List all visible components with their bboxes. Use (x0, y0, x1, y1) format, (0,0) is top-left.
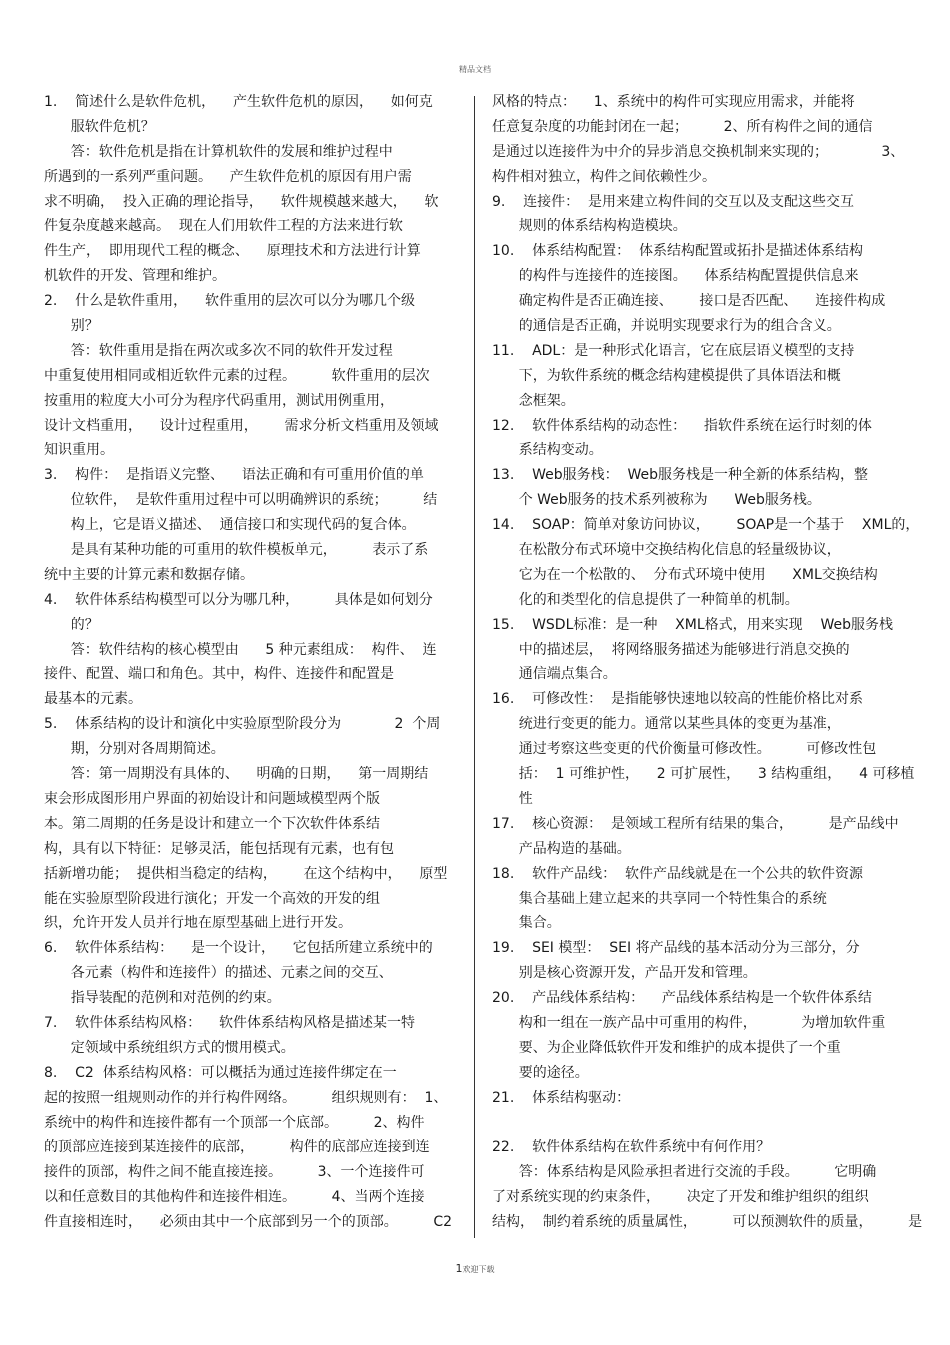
text-line: 5. 体系结构的设计和演化中实验原型阶段分为 2 个周 (44, 716, 441, 733)
text-line: 构上，它是语义描述、 通信接口和实现代码的复合体。 (44, 517, 416, 534)
text-line: 以和任意数目的其他构件和连接件相连。 4、当两个连接 (44, 1189, 425, 1206)
text-line: 集合基础上建立起来的共享同一个特性集合的系统 (492, 890, 827, 907)
text-line: 求不明确， 投入正确的理论指导， 软件规模越来越大， 软 (44, 193, 439, 210)
text-line: 期，分别对各周期简述。 (44, 741, 225, 758)
text-line: 念框架。 (492, 392, 575, 409)
text-line: 它为在一个松散的、 分布式环境中使用 XML交换结构 (492, 566, 878, 583)
text-line: 知识重用。 (44, 442, 114, 459)
text-line: 确定构件是否正确连接、 接口是否匹配、 连接件构成 (492, 293, 886, 310)
text-line: 是具有某种功能的可重用的软件模板单元， 表示了系 (44, 542, 429, 559)
text-line: 16. 可修改性： 是指能够快速地以较高的性能价格比对系 (492, 691, 863, 708)
text-line: 接件、配置、端口和角色。其中，构件、连接件和配置是 (44, 666, 394, 683)
footer-label: 欢迎下载 (462, 1265, 495, 1274)
text-line: 4. 软件体系结构模型可以分为哪几种， 具体是如何划分 (44, 591, 433, 608)
text-line: 位软件， 是软件重用过程中可以明确辨识的系统； 结 (44, 492, 438, 509)
text-line: 机软件的开发、管理和维护。 (44, 268, 226, 285)
text-line: 答：软件危机是指在计算机软件的发展和维护过程中 (44, 143, 393, 160)
text-line: 括： 1 可维护性， 2 可扩展性， 3 结构重组， 4 可移植 (492, 766, 915, 783)
left-column (44, 90, 462, 1235)
text-line: 个 Web服务的技术系列被称为 Web服务栈。 (492, 492, 821, 509)
text-line: 接件的顶部，构件之间不能直接连接。 3、一个连接件可 (44, 1164, 425, 1181)
text-line: 的？ (44, 616, 99, 633)
text-line: 中重复使用相同或相近软件元素的过程。 软件重用的层次 (44, 367, 430, 384)
text-line: 通过考察这些变更的代价衡量可修改性。 可修改性包 (492, 741, 877, 758)
text-line: 答：软件结构的核心模型由 5 种元素组成： 构件、 连 (44, 641, 437, 658)
text-line: 别是核心资源开发，产品开发和管理。 (492, 965, 757, 982)
text-line: 2. 什么是软件重用， 软件重用的层次可以分为哪几个级 (44, 293, 415, 310)
text-line: 答：第一周期没有具体的、 明确的日期， 第一周期结 (44, 766, 429, 783)
text-line: 7. 软件体系结构风格： 软件体系结构风格是描述某一特 (44, 1014, 415, 1031)
right-column (492, 90, 923, 1235)
text-line: 中的描述层， 将网络服务描述为能够进行消息交换的 (492, 641, 850, 658)
text-line: 规则的体系结构构造模块。 (492, 218, 687, 235)
column-divider (474, 96, 475, 1238)
text-line: 所遇到的一系列严重问题。 产生软件危机的原因有用户需 (44, 168, 412, 185)
page-number: 1 (455, 1262, 463, 1275)
text-line: 能在实验原型阶段进行演化；开发一个高效的开发的组 (44, 890, 380, 907)
text-line: 括新增功能； 提供相当稳定的结构， 在这个结构中， 原型 (44, 865, 448, 882)
text-line: 20. 产品线体系结构： 产品线体系结构是一个软件体系结 (492, 990, 872, 1007)
text-line: 下，为软件系统的概念结构建模提供了具体语法和概 (492, 367, 841, 384)
text-line: 6. 软件体系结构： 是一个设计， 它包括所建立系统中的 (44, 940, 433, 957)
text-line: 21. 体系结构驱动： (492, 1089, 631, 1106)
text-line: 13. Web服务栈： Web服务栈是一种全新的体系结构，整 (492, 467, 869, 484)
text-line: 统进行变更的能力。通常以某些具体的变更为基准， (492, 716, 841, 733)
text-line: 织，允许开发人员并行地在原型基础上进行开发。 (44, 915, 352, 932)
text-line: 要的途径。 (492, 1064, 589, 1081)
text-line: 本。第二周期的任务是设计和建立一个下次软件体系结 (44, 815, 380, 832)
text-line: 产品构造的基础。 (492, 840, 631, 857)
text-line: 服软件危机？ (44, 118, 155, 135)
text-line: 件直接相连时， 必须由其中一个底部到另一个的顶部。 C2 (44, 1214, 453, 1231)
text-line: 按重用的粒度大小可分为程序代码重用，测试用例重用， (44, 392, 394, 409)
text-line: 系统中的构件和连接件都有一个顶部一个底部。 2、构件 (44, 1114, 425, 1131)
text-line: 答：体系结构是风险承担者进行交流的手段。 它明确 (492, 1164, 877, 1181)
text-line: 11. ADL：是一种形式化语言，它在底层语义模型的支持 (492, 342, 855, 359)
text-line: 通信端点集合。 (492, 666, 617, 683)
text-line: 构件相对独立，构件之间依赖性少。 (492, 168, 716, 185)
text-line (492, 1111, 908, 1136)
text-line: 系结构变动。 (492, 442, 603, 459)
text-line: 化的和类型化的信息提供了一种简单的机制。 (492, 591, 799, 608)
text-line: 的通信是否正确，并说明实现要求行为的组合含义。 (492, 318, 841, 335)
text-line: 的顶部应连接到某连接件的底部， 构件的底部应连接到连 (44, 1139, 430, 1156)
text-line: 是通过以连接件为中介的异步消息交换机制来实现的； 3、 (492, 143, 905, 160)
text-line: 15. WSDL标准：是一种 XML格式，用来实现 Web服务栈 (492, 616, 893, 633)
text-line: 束会形成图形用户界面的初始设计和问题域模型两个版 (44, 790, 380, 807)
text-line: 构，具有以下特征：足够灵活，能包括现有元素，也有包 (44, 840, 394, 857)
text-line: 14. SOAP：简单对象访问协议， SOAP是一个基于 XML的， (492, 517, 920, 534)
text-line: 指导装配的范例和对范例的约束。 (44, 990, 281, 1007)
text-line: 了对系统实现的约束条件， 决定了开发和维护组织的组织 (492, 1189, 869, 1206)
text-line: 1. 简述什么是软件危机， 产生软件危机的原因， 如何克 (44, 94, 433, 110)
text-line: 3. 构件： 是指语义完整、 语法正确和有可重用价值的单 (44, 467, 424, 484)
text-line: 19. SEI 模型： SEI 将产品线的基本活动分为三部分，分 (492, 940, 860, 957)
text-line: 结构， 制约着系统的质量属性， 可以预测软件的质量， 是 (492, 1214, 923, 1231)
text-line: 件复杂度越来越高。 现在人们用软件工程的方法来进行软 (44, 218, 403, 235)
text-line: 12. 软件体系结构的动态性： 指软件系统在运行时刻的体 (492, 417, 872, 434)
text-line: 9. 连接件： 是用来建立构件间的交互以及支配这些交互 (492, 193, 855, 210)
text-line: 风格的特点： 1、系统中的构件可实现应用需求，并能将 (492, 94, 855, 110)
text-line: 要、为企业降低软件开发和维护的成本提供了一个重 (492, 1039, 841, 1056)
page-header: 精品文档 (459, 65, 491, 74)
text-line: 答：软件重用是指在两次或多次不同的软件开发过程 (44, 342, 393, 359)
text-line: 起的按照一组规则动作的并行构件网络。 组织规则有： 1、 (44, 1089, 448, 1106)
text-line: 在松散分布式环境中交换结构化信息的轻量级协议， (492, 542, 841, 559)
text-line: 10. 体系结构配置： 体系结构配置或拓扑是描述体系结构 (492, 243, 863, 260)
text-line: 件生产， 即用现代工程的概念、 原理技术和方法进行计算 (44, 243, 421, 260)
text-line: 设计文档重用， 设计过程重用， 需求分析文档重用及领域 (44, 417, 439, 434)
text-line: 别？ (44, 318, 99, 335)
text-line: 的构件与连接件的连接图。 体系结构配置提供信息来 (492, 268, 859, 285)
text-line: 22. 软件体系结构在软件系统中有何作用？ (492, 1139, 771, 1156)
text-line: 各元素（构件和连接件）的描述、元素之间的交互、 (44, 965, 393, 982)
text-line: 统中主要的计算元素和数据存储。 (44, 566, 254, 583)
text-line: 18. 软件产品线： 软件产品线就是在一个公共的软件资源 (492, 865, 863, 882)
text-line: 任意复杂度的功能封闭在一起； 2、所有构件之间的通信 (492, 118, 873, 135)
text-line: 性 (492, 790, 533, 807)
text-line: 17. 核心资源： 是领域工程所有结果的集合， 是产品线中 (492, 815, 899, 832)
text-line: 构和一组在一族产品中可重用的构件， 为增加软件重 (492, 1014, 886, 1031)
text-line: 定领域中系统组织方式的惯用模式。 (44, 1039, 295, 1056)
text-line: 最基本的元素。 (44, 691, 142, 708)
page-footer (0, 1262, 950, 1275)
text-line: 8. C2 体系结构风格：可以概括为通过连接件绑定在一 (44, 1064, 397, 1081)
text-line: 集合。 (492, 915, 561, 932)
